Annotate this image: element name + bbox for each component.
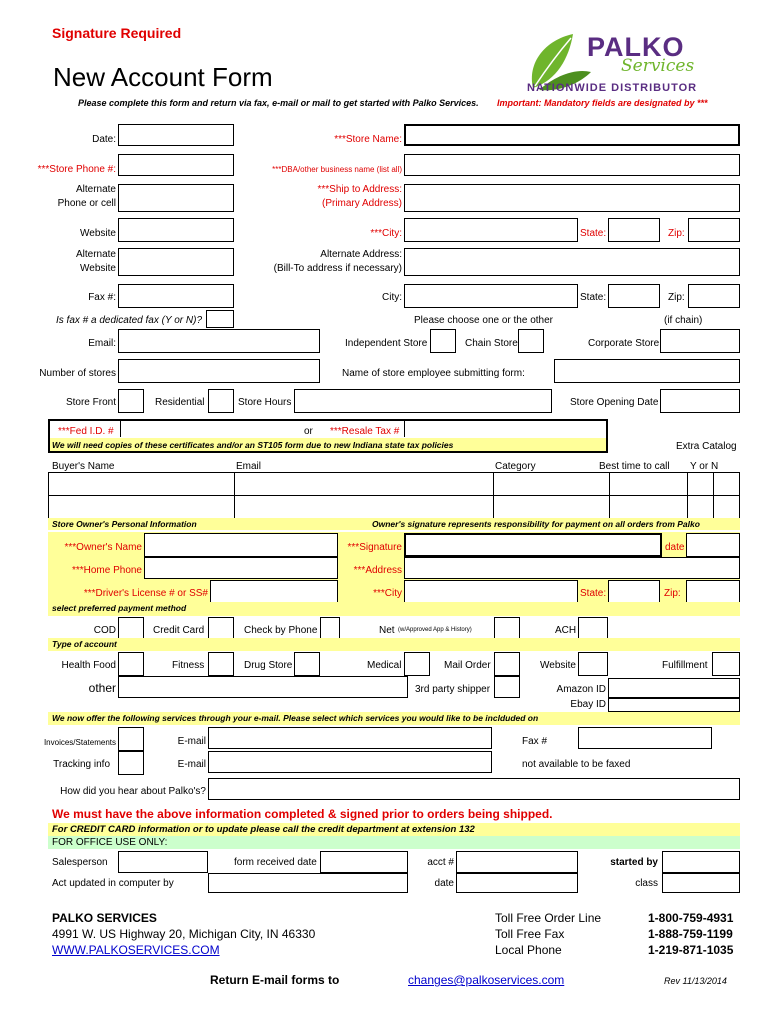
signature-field[interactable] bbox=[404, 533, 662, 557]
zip-label: Zip: bbox=[668, 228, 685, 239]
website-label: Website bbox=[80, 228, 116, 239]
acct-field[interactable] bbox=[456, 851, 578, 873]
website-type-checkbox[interactable] bbox=[578, 652, 608, 676]
intro-text: Please complete this form and return via fax, e-mail or mail to get started with Palko Services. bbox=[78, 98, 479, 108]
owner-date-label: date bbox=[665, 542, 685, 553]
city-label: City: bbox=[382, 292, 402, 303]
or-label: or bbox=[304, 426, 313, 437]
store-phone-label: ***Store Phone #: bbox=[37, 164, 116, 175]
state-label: State: bbox=[580, 228, 607, 239]
drug-store-label: Drug Store bbox=[244, 660, 293, 671]
y-or-n-header: Y or N bbox=[690, 461, 719, 472]
residential-checkbox[interactable] bbox=[208, 389, 234, 413]
account-type-title: Type of account bbox=[52, 639, 117, 649]
owner-section-title: Store Owner's Personal Information bbox=[52, 519, 197, 529]
services-fax-label: Fax # bbox=[522, 736, 548, 747]
resale-tax-field[interactable] bbox=[404, 421, 606, 437]
payment-section-title: select preferred payment method bbox=[52, 603, 187, 613]
credit-card-label: Credit Card bbox=[153, 625, 205, 636]
credit-card-checkbox[interactable] bbox=[208, 617, 234, 639]
office-use-label: FOR OFFICE USE ONLY: bbox=[52, 837, 168, 848]
check-by-phone-label: Check by Phone bbox=[244, 625, 318, 636]
employee-name-field[interactable] bbox=[554, 359, 740, 383]
account-type-band bbox=[48, 638, 740, 651]
company-name: PALKO SERVICES bbox=[52, 911, 157, 925]
license-label: ***Driver's License # or SS# bbox=[83, 588, 208, 599]
email-field[interactable] bbox=[118, 329, 320, 353]
number-of-stores-field[interactable] bbox=[118, 359, 320, 383]
certificates-note: We will need copies of these certificates and/or an ST105 form due to new Indiana state tax policies bbox=[52, 440, 454, 450]
choose-one-label: Please choose one or the other bbox=[414, 315, 553, 326]
invoices-checkbox[interactable] bbox=[118, 727, 144, 751]
owner-state-label: State: bbox=[580, 588, 607, 599]
store-front-checkbox[interactable] bbox=[118, 389, 144, 413]
buyer-table-row-divider bbox=[49, 495, 739, 496]
signature-label: ***Signature bbox=[347, 542, 402, 553]
toll-free-fax-number: 1-888-759-1199 bbox=[648, 927, 733, 941]
alt-zip-field[interactable] bbox=[688, 284, 740, 308]
buyer-table-col-divider bbox=[493, 473, 494, 519]
hear-about-label: How did you hear about Palko's? bbox=[60, 786, 206, 797]
buyer-table-col-divider bbox=[687, 473, 688, 519]
store-hours-field[interactable] bbox=[294, 389, 552, 413]
alt-address-field[interactable] bbox=[404, 248, 740, 276]
extra-catalog-label: Extra Catalog bbox=[676, 441, 737, 452]
credit-card-note: For CREDIT CARD information or to update please call the credit department at extension 132 bbox=[52, 824, 475, 835]
alt-phone-label-2: Phone or cell bbox=[57, 198, 116, 209]
mail-order-label: Mail Order bbox=[444, 660, 491, 671]
invoices-email-label: E-mail bbox=[177, 736, 206, 747]
invoices-email-field[interactable] bbox=[208, 727, 492, 749]
signature-required-label: Signature Required bbox=[52, 25, 182, 41]
alt-website-label-1: Alternate bbox=[75, 249, 116, 260]
home-phone-label: ***Home Phone bbox=[71, 565, 142, 576]
health-food-checkbox[interactable] bbox=[118, 652, 144, 676]
corporate-store-label: Corporate Store bbox=[588, 338, 660, 349]
owner-state-field[interactable] bbox=[608, 580, 660, 604]
chain-store-checkbox[interactable] bbox=[518, 329, 544, 353]
store-name-field[interactable] bbox=[404, 124, 740, 146]
toll-free-order-label: Toll Free Order Line bbox=[495, 911, 602, 925]
owners-name-label: ***Owner's Name bbox=[64, 542, 142, 553]
alt-city-field[interactable] bbox=[404, 284, 578, 308]
health-food-label: Health Food bbox=[61, 660, 116, 671]
started-by-label: started by bbox=[610, 857, 658, 868]
buyer-table-col-divider bbox=[713, 473, 714, 519]
form-received-label: form received date bbox=[234, 857, 317, 868]
store-front-label: Store Front bbox=[65, 397, 116, 408]
owner-zip-field[interactable] bbox=[686, 580, 740, 604]
independent-store-label: Independent Store bbox=[345, 338, 428, 349]
mail-order-checkbox[interactable] bbox=[494, 652, 520, 676]
net-checkbox[interactable] bbox=[494, 617, 520, 639]
alt-state-field[interactable] bbox=[608, 284, 660, 308]
buyer-table-col-divider bbox=[609, 473, 610, 519]
logo-subtitle: Services bbox=[621, 56, 695, 76]
tracking-label: Tracking info bbox=[53, 759, 110, 770]
ship-to-label-2: (Primary Address) bbox=[321, 198, 402, 209]
check-by-phone-checkbox[interactable] bbox=[320, 617, 340, 639]
third-party-label: 3rd party shipper bbox=[415, 684, 491, 695]
fax-dedicated-label: Is fax # a dedicated fax (Y or N)? bbox=[56, 315, 203, 326]
store-opening-date-label: Store Opening Date bbox=[570, 397, 659, 408]
alt-state-label: State: bbox=[580, 292, 607, 303]
zip-field[interactable] bbox=[688, 218, 740, 242]
company-address: 4991 W. US Highway 20, Michigan City, IN 46330 bbox=[52, 927, 316, 941]
important-note: Important: Mandatory fields are designated by *** bbox=[497, 98, 708, 108]
medical-checkbox[interactable] bbox=[404, 652, 430, 676]
website-field[interactable] bbox=[118, 218, 234, 242]
store-opening-date-field[interactable] bbox=[660, 389, 740, 413]
tracking-checkbox[interactable] bbox=[118, 751, 144, 775]
revision-label: Rev 11/13/2014 bbox=[664, 976, 727, 986]
form-received-field[interactable] bbox=[320, 851, 408, 873]
address-label: ***Address bbox=[353, 565, 402, 576]
date-field[interactable] bbox=[118, 124, 234, 146]
other-field[interactable] bbox=[118, 676, 408, 698]
started-by-field[interactable] bbox=[662, 851, 740, 873]
ship-to-label-1: ***Ship to Address: bbox=[317, 184, 402, 195]
act-updated-label: Act updated in computer by bbox=[52, 878, 174, 889]
email-label: Email: bbox=[88, 338, 116, 349]
amazon-id-label: Amazon ID bbox=[556, 684, 606, 695]
ach-checkbox[interactable] bbox=[578, 617, 608, 639]
fax-dedicated-field[interactable] bbox=[206, 310, 234, 328]
ship-to-field[interactable] bbox=[404, 184, 740, 212]
fax-label: Fax #: bbox=[88, 292, 116, 303]
best-time-header: Best time to call bbox=[599, 461, 670, 472]
resale-tax-label: ***Resale Tax # bbox=[330, 426, 400, 437]
alt-phone-label-1: Alternate bbox=[75, 184, 116, 195]
invoices-label: Invoices/Statements bbox=[43, 738, 116, 747]
dba-label: ***DBA/other business name (list all) bbox=[272, 165, 402, 174]
net-label: Net bbox=[379, 625, 395, 636]
store-name-label: ***Store Name: bbox=[334, 134, 402, 145]
local-phone-number: 1-219-871-1035 bbox=[648, 943, 734, 957]
ebay-id-label: Ebay ID bbox=[570, 699, 606, 710]
date-label: Date: bbox=[92, 134, 116, 145]
buyer-table-col-divider bbox=[234, 473, 235, 519]
owner-zip-label: Zip: bbox=[664, 588, 681, 599]
fax-field[interactable] bbox=[118, 284, 234, 308]
dba-field[interactable] bbox=[404, 154, 740, 176]
store-phone-field[interactable] bbox=[118, 154, 234, 176]
fed-id-field[interactable] bbox=[120, 421, 274, 437]
owner-city-field[interactable] bbox=[404, 580, 578, 604]
act-updated-field[interactable] bbox=[208, 873, 408, 893]
email-header: Email bbox=[236, 461, 262, 472]
independent-store-checkbox[interactable] bbox=[430, 329, 456, 353]
ebay-id-field[interactable] bbox=[608, 698, 740, 712]
company-website-link[interactable]: WWW.PALKOSERVICES.COM bbox=[52, 943, 220, 957]
residential-label: Residential bbox=[155, 397, 205, 408]
website-type-label: Website bbox=[540, 660, 576, 671]
owners-name-field[interactable] bbox=[144, 533, 338, 557]
salesperson-label: Salesperson bbox=[52, 857, 108, 868]
amazon-id-field[interactable] bbox=[608, 678, 740, 698]
must-complete-note: We must have the above information completed & signed prior to orders being shipped. bbox=[52, 807, 553, 821]
fed-id-label: ***Fed I.D. # bbox=[58, 426, 114, 437]
office-date-label: date bbox=[434, 878, 454, 889]
tracking-email-field[interactable] bbox=[208, 751, 492, 773]
owner-address-field[interactable] bbox=[404, 557, 740, 579]
class-label: class bbox=[635, 878, 658, 889]
drug-store-checkbox[interactable] bbox=[294, 652, 320, 676]
alt-zip-label: Zip: bbox=[668, 292, 685, 303]
state-field[interactable] bbox=[608, 218, 660, 242]
city-required-label: ***City: bbox=[370, 228, 402, 239]
services-fax-field[interactable] bbox=[578, 727, 712, 749]
class-field[interactable] bbox=[662, 873, 740, 893]
net-note: (w/Approved App & History) bbox=[398, 627, 472, 633]
fulfillment-label: Fulfillment bbox=[662, 660, 708, 671]
city-field[interactable] bbox=[404, 218, 578, 242]
home-phone-field[interactable] bbox=[144, 557, 338, 579]
page-title: New Account Form bbox=[53, 62, 273, 92]
third-party-checkbox[interactable] bbox=[494, 676, 520, 698]
number-of-stores-label: Number of stores bbox=[39, 368, 116, 379]
if-chain-label: (if chain) bbox=[664, 315, 703, 326]
salesperson-field[interactable] bbox=[118, 851, 208, 873]
cod-checkbox[interactable] bbox=[118, 617, 144, 639]
acct-label: acct # bbox=[427, 857, 454, 868]
tracking-email-label: E-mail bbox=[177, 759, 206, 770]
return-email-label: Return E-mail forms to bbox=[210, 973, 340, 987]
alt-address-label-2: (Bill-To address if necessary) bbox=[273, 263, 402, 274]
buyers-name-header: Buyer's Name bbox=[52, 461, 115, 472]
category-header: Category bbox=[495, 461, 536, 472]
toll-free-fax-label: Toll Free Fax bbox=[495, 927, 565, 941]
services-note: We now offer the following services through your e-mail. Please select which services you would like to be inclduded on bbox=[52, 713, 539, 723]
alt-website-label-2: Website bbox=[80, 263, 116, 274]
toll-free-order-number: 1-800-759-4931 bbox=[648, 911, 734, 925]
alt-phone-field[interactable] bbox=[118, 184, 234, 212]
alt-address-label-1: Alternate Address: bbox=[320, 249, 402, 260]
not-faxed-note: not available to be faxed bbox=[522, 759, 631, 770]
corporate-store-field[interactable] bbox=[660, 329, 740, 353]
fitness-checkbox[interactable] bbox=[208, 652, 234, 676]
hear-about-field[interactable] bbox=[208, 778, 740, 800]
owner-responsibility-note: Owner's signature represents responsibility for payment on all orders from Palko bbox=[372, 519, 700, 529]
license-field[interactable] bbox=[210, 580, 338, 604]
logo-name: PALKO bbox=[587, 32, 685, 62]
local-phone-label: Local Phone bbox=[495, 943, 562, 957]
store-hours-label: Store Hours bbox=[238, 397, 292, 408]
cod-label: COD bbox=[93, 625, 116, 636]
medical-label: Medical bbox=[367, 660, 402, 671]
logo-tagline: NATIONWIDE DISTRIBUTOR bbox=[527, 82, 698, 94]
chain-store-label: Chain Store bbox=[465, 338, 518, 349]
owner-date-field[interactable] bbox=[686, 533, 740, 557]
office-date-field[interactable] bbox=[456, 873, 578, 893]
other-label: other bbox=[88, 681, 116, 695]
owner-city-label: ***City bbox=[373, 588, 402, 599]
fulfillment-checkbox[interactable] bbox=[712, 652, 740, 676]
fitness-label: Fitness bbox=[172, 660, 205, 671]
buyer-table bbox=[48, 472, 740, 520]
return-email-link[interactable]: changes@palkoservices.com bbox=[408, 973, 565, 987]
alt-website-field[interactable] bbox=[118, 248, 234, 276]
palko-logo bbox=[525, 28, 737, 94]
ach-label: ACH bbox=[555, 625, 577, 636]
employee-name-label: Name of store employee submitting form: bbox=[342, 368, 525, 379]
